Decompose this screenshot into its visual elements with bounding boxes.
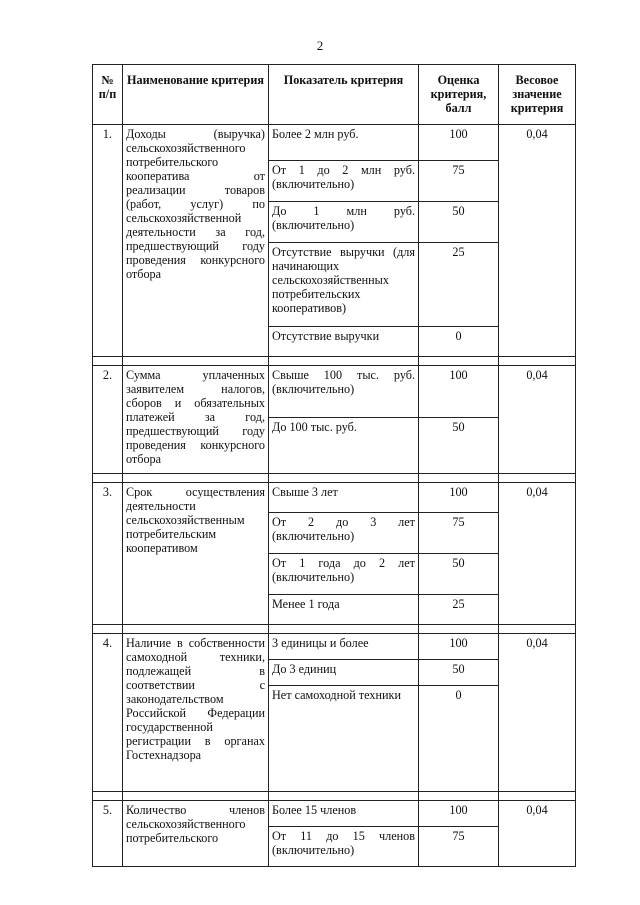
header-row (93, 65, 576, 125)
criterion-number: 3. (93, 483, 123, 625)
weight-cell: 0,04 (499, 801, 576, 867)
indicator-cell: От 2 до 3 лет (включительно) (269, 513, 419, 554)
score-cell: 75 (419, 827, 499, 867)
criterion-number: 2. (93, 366, 123, 474)
indicator-cell: Отсутствие выручки (269, 327, 419, 357)
score-cell: 25 (419, 595, 499, 625)
criterion-number: 1. (93, 125, 123, 357)
criterion-number: 4. (93, 634, 123, 792)
header-num: № п/п (93, 65, 123, 125)
criterion-row (93, 801, 576, 827)
spacer-row (93, 357, 576, 366)
criterion-name: Срок осуществления деятельности сельскохозяйственным потребительским кооперативом (123, 483, 269, 625)
header-name: Наименование критерия (123, 65, 269, 125)
spacer-row (93, 474, 576, 483)
indicator-cell: Нет самоходной техники (269, 686, 419, 792)
criteria-table (92, 64, 576, 867)
score-cell: 50 (419, 418, 499, 474)
criterion-row (93, 634, 576, 660)
spacer-row (93, 792, 576, 801)
weight-cell: 0,04 (499, 366, 576, 474)
weight-cell: 0,04 (499, 483, 576, 625)
indicator-cell: Менее 1 года (269, 595, 419, 625)
criterion-number: 5. (93, 801, 123, 867)
criterion-row (93, 483, 576, 513)
indicator-cell: До 3 единиц (269, 660, 419, 686)
criterion-name: Наличие в собственности самоходной техники, подлежащей в соответствии с законодательством Российской Федерации государственной регистрации в органах Гостехнадзора (123, 634, 269, 792)
criterion-row (93, 366, 576, 418)
indicator-cell: До 100 тыс. руб. (269, 418, 419, 474)
indicator-cell: Более 15 членов (269, 801, 419, 827)
page-number: 2 (316, 38, 324, 53)
weight-cell: 0,04 (499, 634, 576, 792)
criterion-row (93, 125, 576, 161)
score-cell: 100 (419, 483, 499, 513)
score-cell: 50 (419, 660, 499, 686)
score-cell: 75 (419, 513, 499, 554)
header-indicator: Показатель критерия (269, 65, 419, 125)
indicator-cell: Свыше 3 лет (269, 483, 419, 513)
indicator-cell: 3 единицы и более (269, 634, 419, 660)
weight-cell: 0,04 (499, 125, 576, 357)
score-cell: 0 (419, 327, 499, 357)
indicator-cell: От 1 до 2 млн руб. (включительно) (269, 161, 419, 202)
score-cell: 25 (419, 243, 499, 327)
criterion-name: Количество членов сельскохозяйственного потребительского (123, 801, 269, 867)
score-cell: 0 (419, 686, 499, 792)
score-cell: 100 (419, 366, 499, 418)
criterion-name: Сумма уплаченных заявителем налогов, сборов и обязательных платежей за год, предшествующий году проведения конкурсного отбора (123, 366, 269, 474)
indicator-cell: Свыше 100 тыс. руб. (включительно) (269, 366, 419, 418)
criterion-name: Доходы (выручка) сельскохозяйственного потребительского кооператива от реализации товаров (работ, услуг) по сельскохозяйственной деятельности за год, предшествующий году проведения конкурсного отбора (123, 125, 269, 357)
indicator-cell: Отсутствие выручки (для начинающих сельскохозяйственных потребительских кооперативов) (269, 243, 419, 327)
indicator-cell: Более 2 млн руб. (269, 125, 419, 161)
score-cell: 100 (419, 634, 499, 660)
indicator-cell: От 11 до 15 членов (включительно) (269, 827, 419, 867)
score-cell: 50 (419, 554, 499, 595)
spacer-row (93, 625, 576, 634)
header-weight: Весовое значение критерия (499, 65, 576, 125)
score-cell: 100 (419, 801, 499, 827)
header-score: Оценка критерия, балл (419, 65, 499, 125)
score-cell: 50 (419, 202, 499, 243)
indicator-cell: До 1 млн руб. (включительно) (269, 202, 419, 243)
score-cell: 75 (419, 161, 499, 202)
indicator-cell: От 1 года до 2 лет (включительно) (269, 554, 419, 595)
score-cell: 100 (419, 125, 499, 161)
